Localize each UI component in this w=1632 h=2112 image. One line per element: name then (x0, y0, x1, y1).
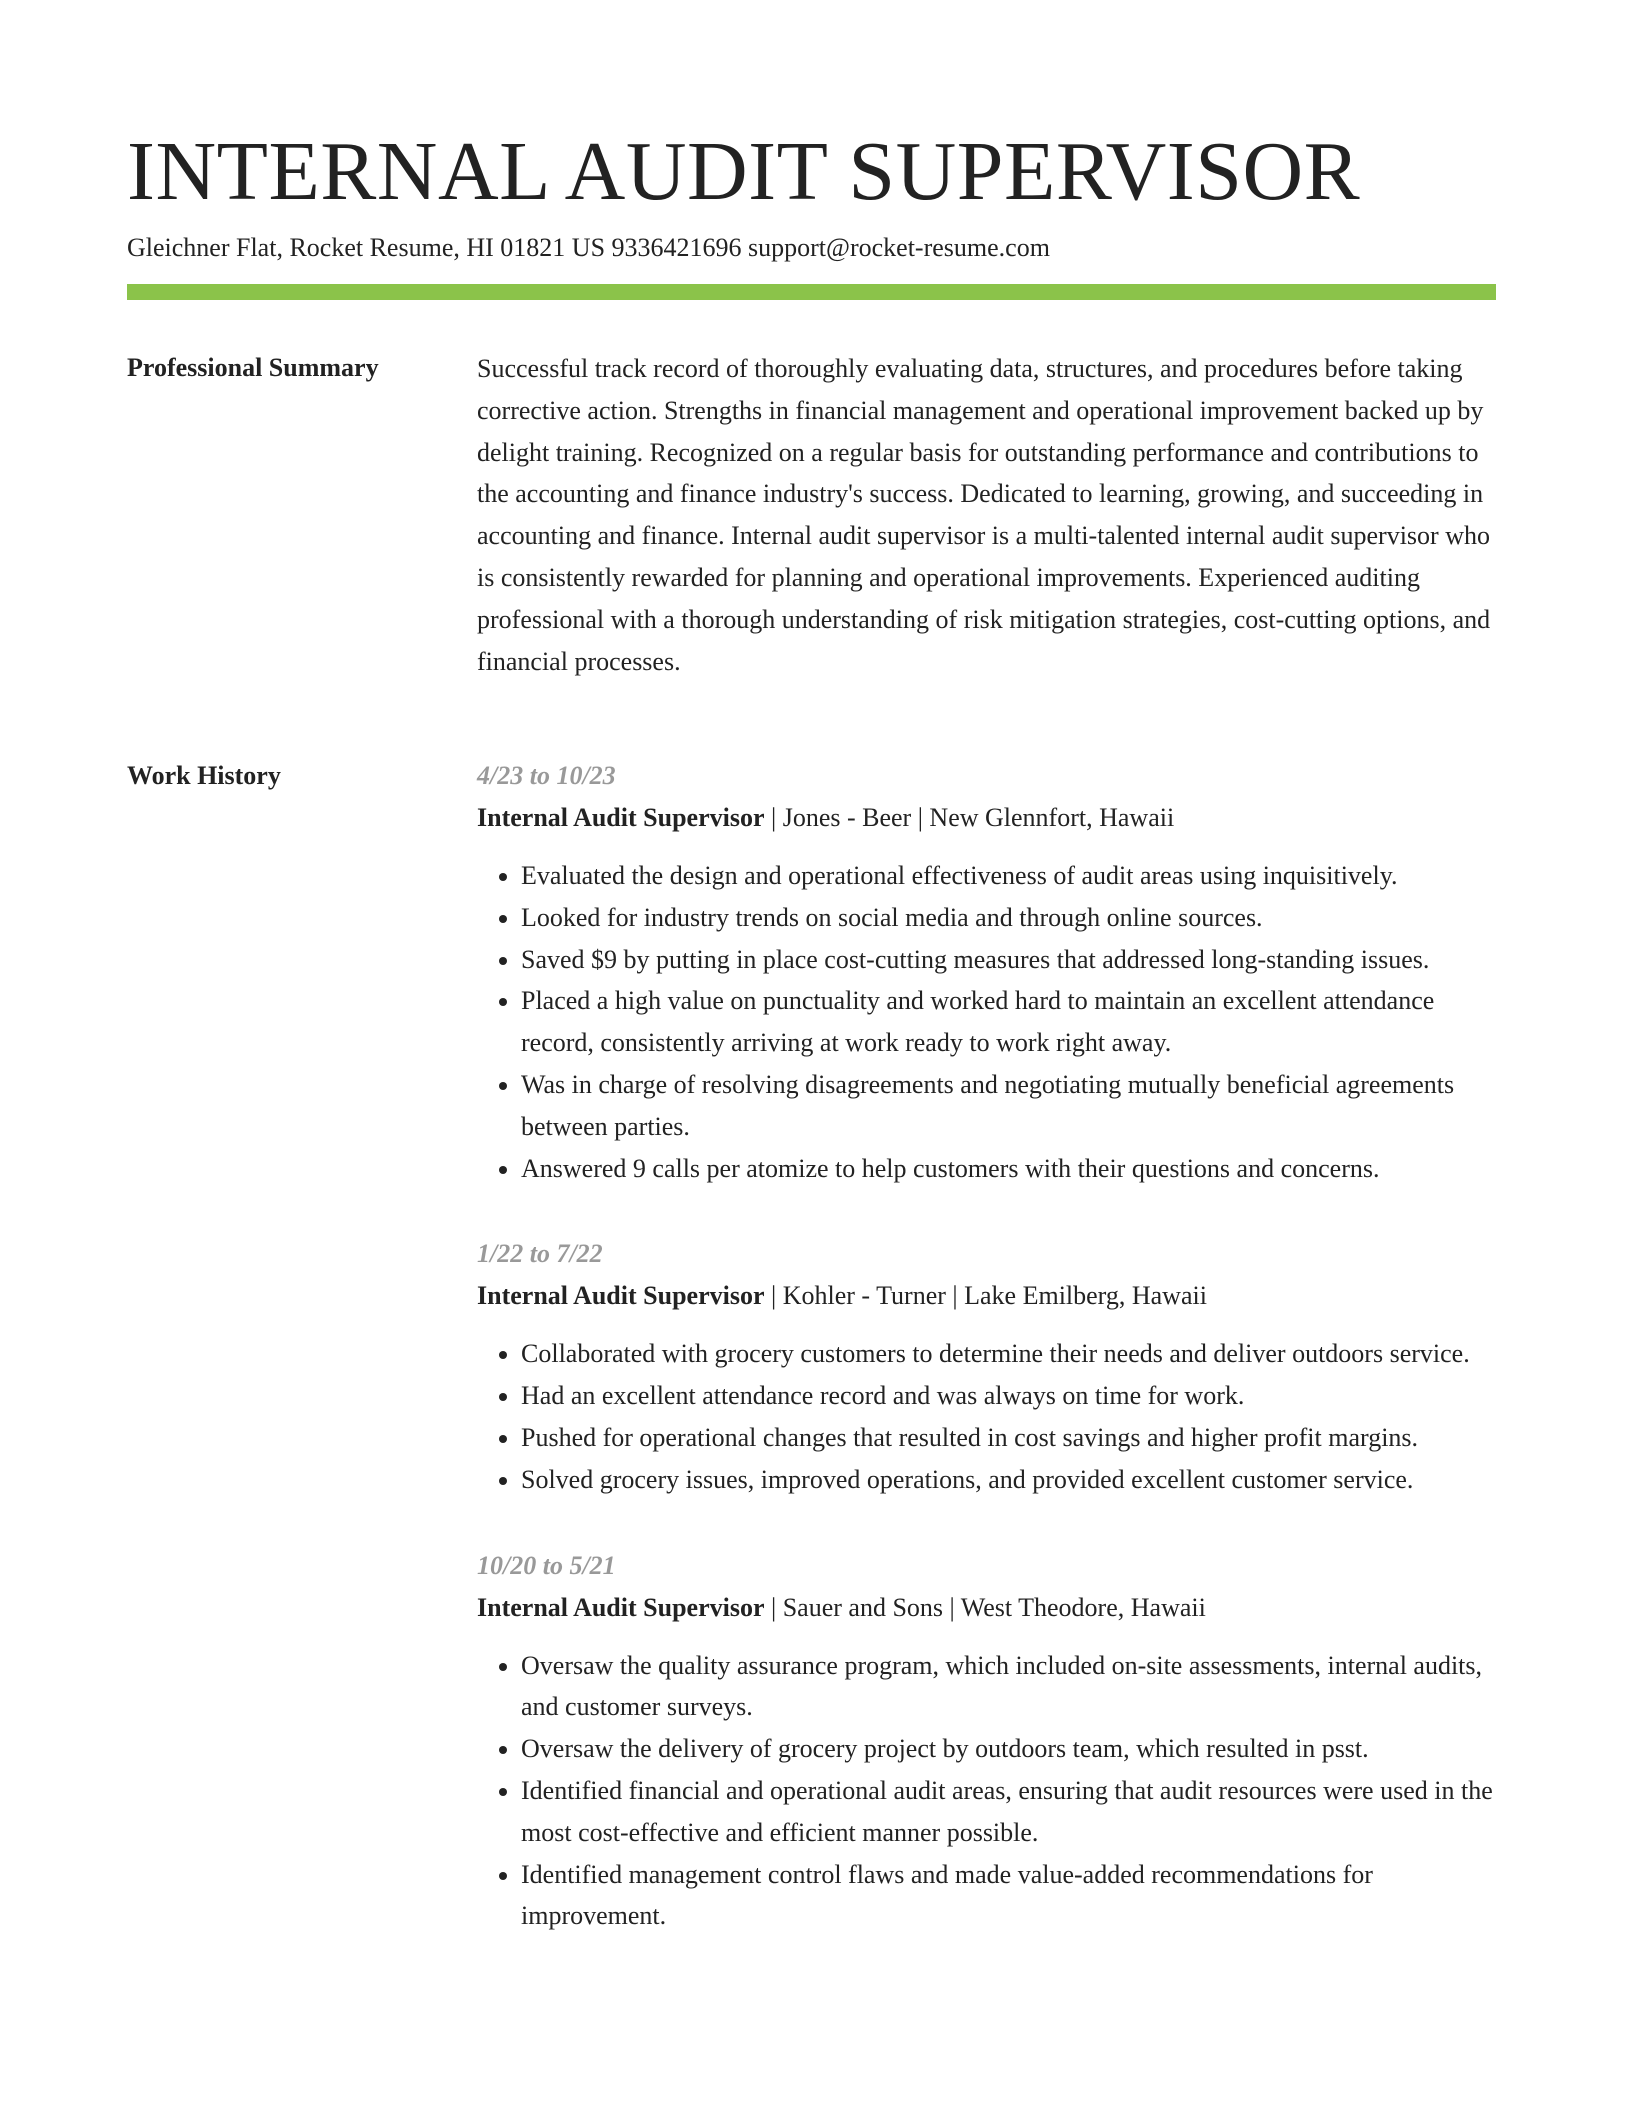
job-entry (477, 1233, 1496, 1500)
summary-section-label: Professional Summary (127, 353, 379, 382)
job-bullet: • Solved grocery issues, improved operations, and provided excellent customer service. (521, 1459, 1496, 1501)
job-title: Internal Audit Supervisor (477, 803, 765, 832)
job-title-line (477, 797, 1496, 839)
job-dates: 4/23 to 10/23 (477, 761, 616, 790)
accent-divider (127, 284, 1496, 300)
job-bullet: • Pushed for operational changes that resulted in cost savings and higher profit margins. (521, 1417, 1496, 1459)
job-bullet: • Oversaw the delivery of grocery project by outdoors team, which resulted in psst. (521, 1728, 1496, 1770)
job-dates: 1/22 to 7/22 (477, 1239, 603, 1269)
job-title: Internal Audit Supervisor (477, 1592, 765, 1622)
job-bullet-list (477, 1333, 1496, 1500)
job-details: | Sauer and Sons | West Theodore, Hawaii (764, 1592, 1206, 1622)
summary-text: Successful track record of thoroughly evaluating data, structures, and procedures before taking corrective action. Strengths in financial management and operational improvement backed up by delight training. Recognized on a regular basis for outstanding performance and contributions to the accounting and finance industry's success. Dedicated to learning, growing, and succeeding in accounting and finance. Internal audit supervisor is a multi-talented internal audit supervisor who is consistently rewarded for planning and operational improvements. Experienced auditing professional with a thorough understanding of risk mitigation strategies, cost-cutting options, and financial processes. (477, 354, 1491, 676)
job-dates: 10/20 to 5/21 (477, 1550, 616, 1580)
job-bullet: • Evaluated the design and operational effectiveness of audit areas using inquisitively. (521, 855, 1496, 897)
job-bullet: • Saved $9 by putting in place cost-cutting measures that addressed long-standing issues. (521, 939, 1496, 981)
summary-section (477, 348, 1496, 682)
job-details: | Kohler - Turner | Lake Emilberg, Hawaii (764, 1281, 1207, 1311)
job-title-line (477, 1587, 1496, 1629)
job-bullet: • Answered 9 calls per atomize to help customers with their questions and concerns. (521, 1148, 1496, 1190)
job-entry (477, 755, 1496, 1189)
work-history-section (477, 755, 1496, 1937)
job-bullet: • Oversaw the quality assurance program, which included on-site assessments, internal audits, and customer surveys. (521, 1645, 1496, 1729)
job-bullet: • Looked for industry trends on social media and through online sources. (521, 897, 1496, 939)
job-details: | Jones - Beer | New Glennfort, Hawaii (764, 803, 1175, 832)
job-title-line (477, 1275, 1496, 1317)
contact-info: Gleichner Flat, Rocket Resume, HI 01821 US 9336421696 support@rocket-resume.com (127, 233, 1050, 262)
job-bullet-list (477, 855, 1496, 1189)
job-bullet: • Had an excellent attendance record and was always on time for work. (521, 1375, 1496, 1417)
work-history-section-label: Work History (127, 761, 281, 790)
job-title: Internal Audit Supervisor (477, 1281, 765, 1311)
job-entry (477, 1545, 1496, 1938)
job-bullet-list (477, 1645, 1496, 1938)
job-bullet: • Identified financial and operational audit areas, ensuring that audit resources were used in the most cost-effective and efficient manner possible. (521, 1770, 1496, 1854)
job-bullet: • Placed a high value on punctuality and worked hard to maintain an excellent attendance record, consistently arriving at work ready to work right away. (521, 980, 1496, 1064)
job-bullet: • Collaborated with grocery customers to determine their needs and deliver outdoors service. (521, 1333, 1496, 1375)
resume-name-heading: INTERNAL AUDIT SUPERVISOR (127, 125, 1361, 218)
job-bullet: • Identified management control flaws and made value-added recommendations for improvement. (521, 1854, 1496, 1938)
job-bullet: • Was in charge of resolving disagreements and negotiating mutually beneficial agreements between parties. (521, 1064, 1496, 1148)
